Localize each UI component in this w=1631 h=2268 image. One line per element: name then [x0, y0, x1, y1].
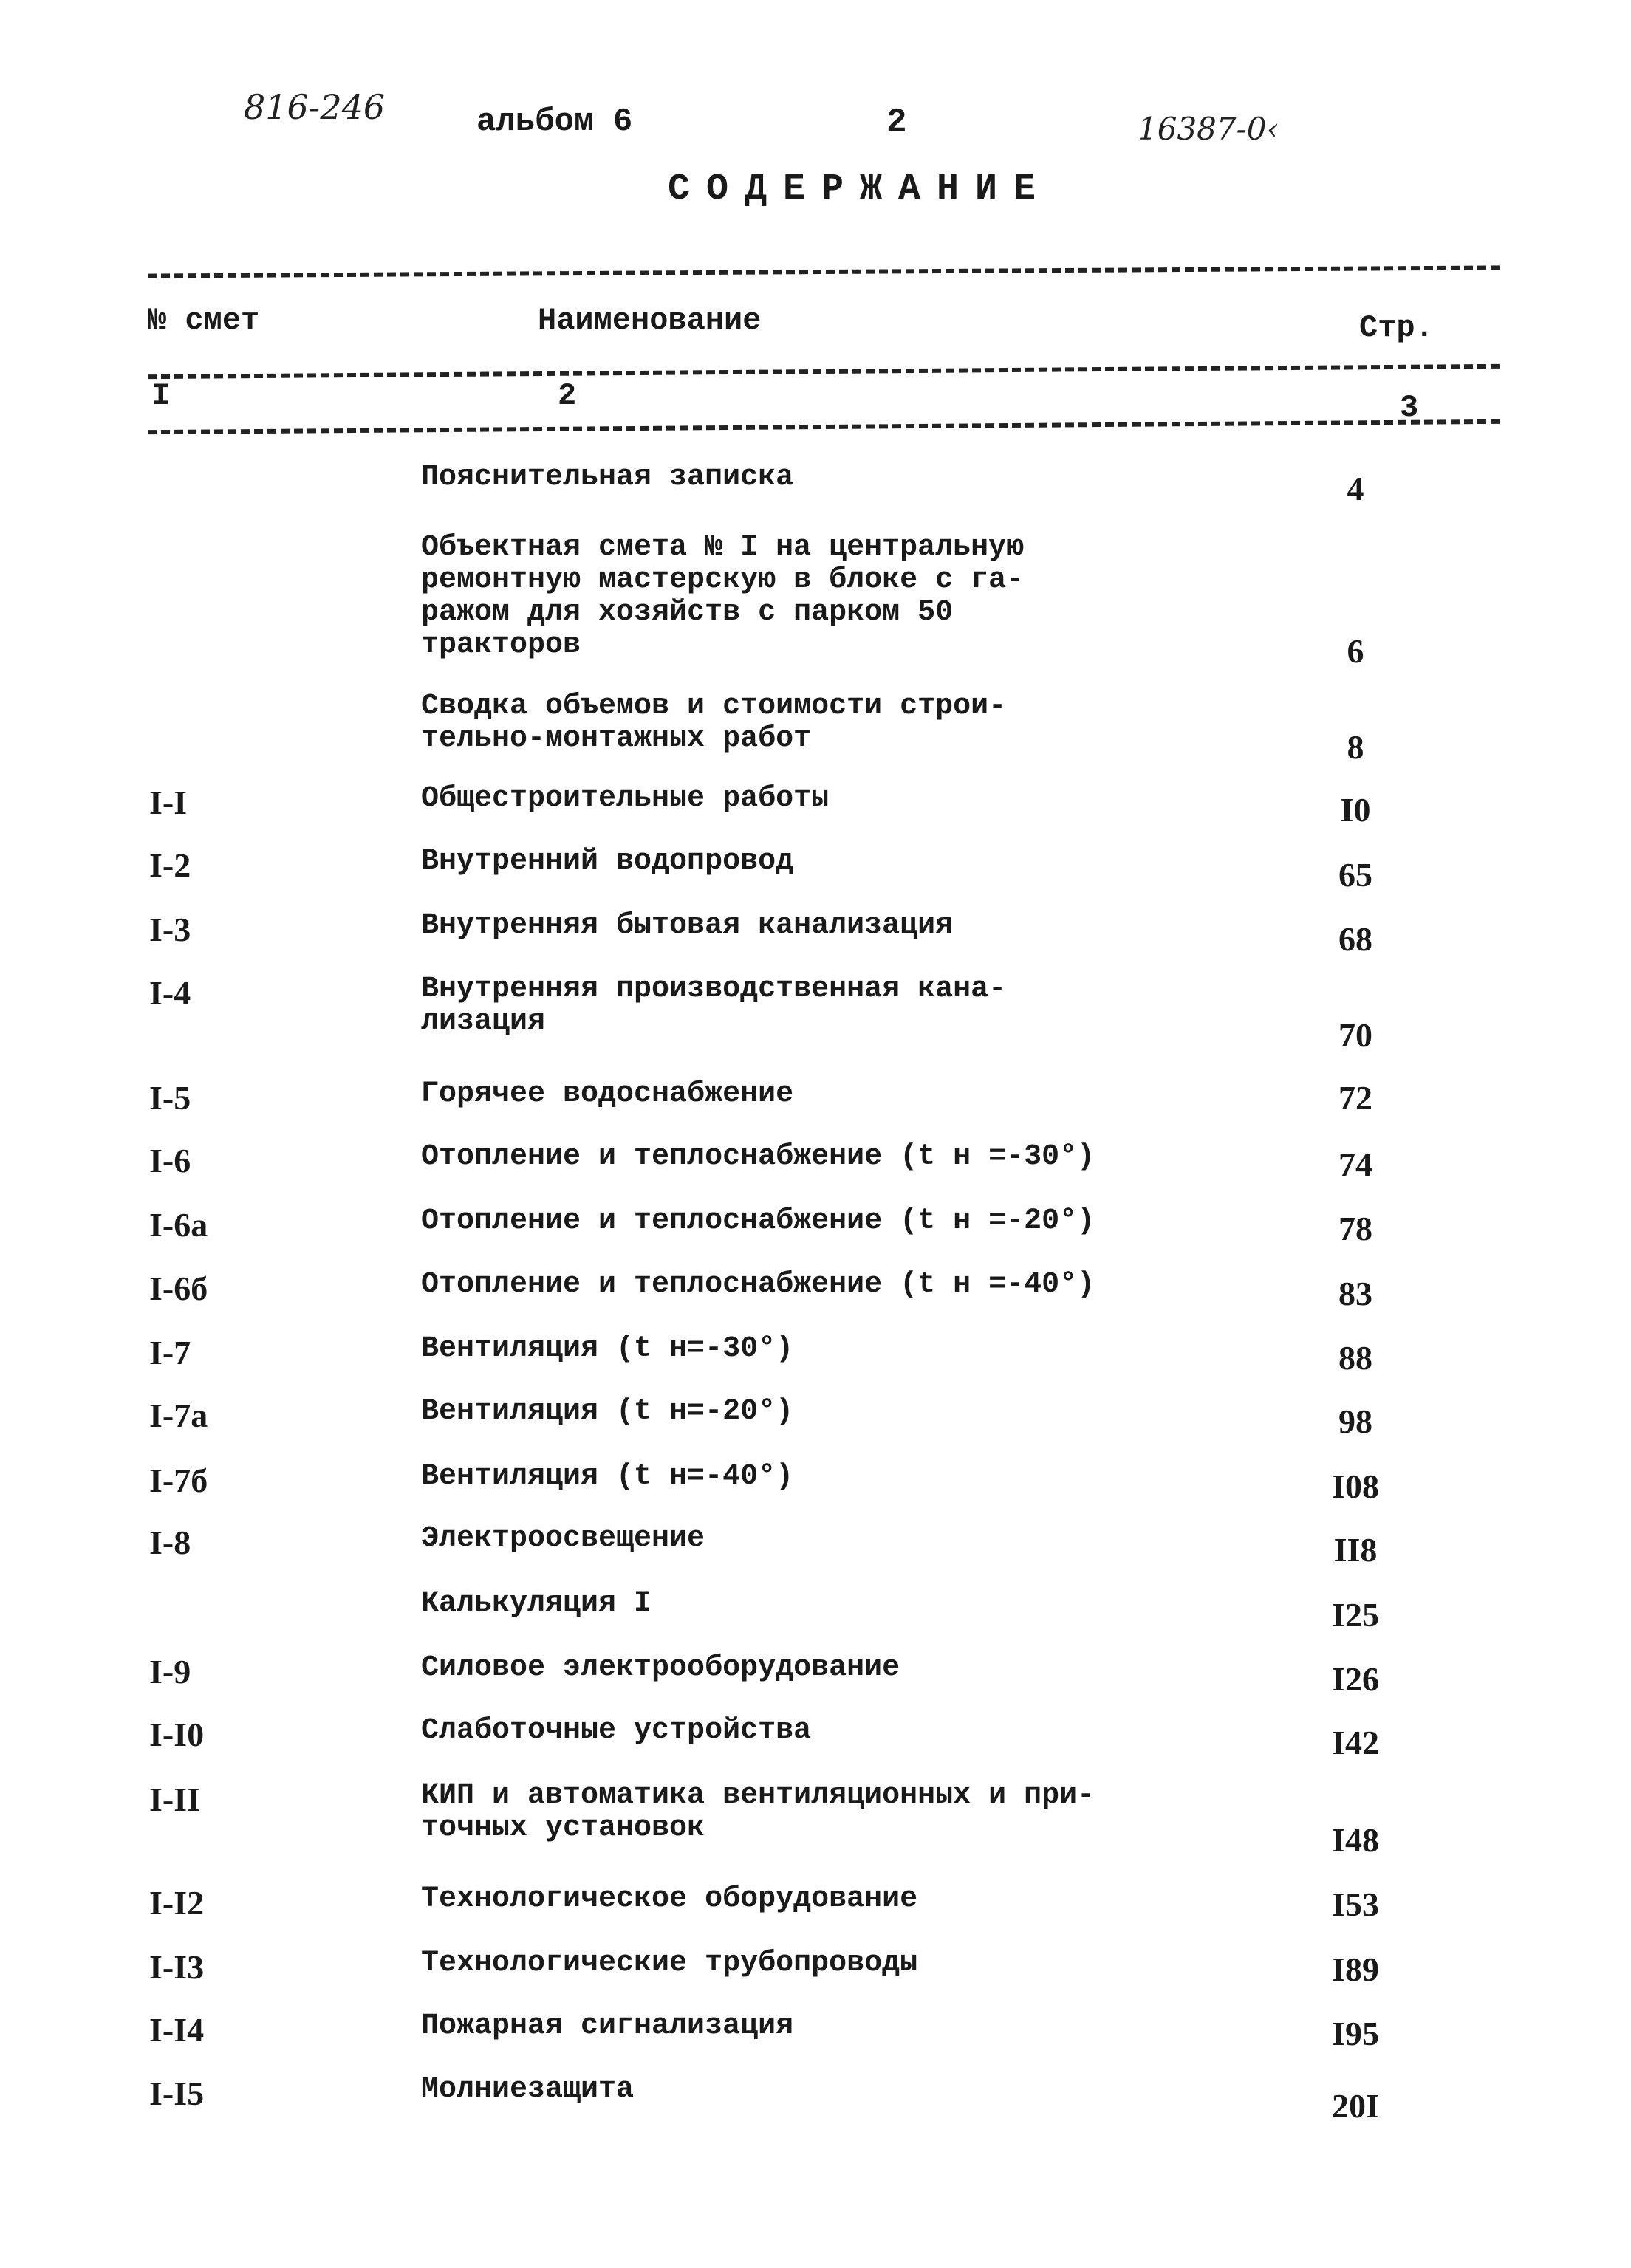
estimate-number: I-8: [149, 1524, 191, 1561]
section-name: Калькуляция I: [421, 1587, 652, 1620]
column-index-name: 2: [558, 378, 577, 414]
page-reference: 72: [1338, 1079, 1372, 1117]
section-name: Пожарная сигнализация: [421, 2010, 794, 2043]
section-name: Горячее водоснабжение: [421, 1078, 794, 1111]
column-index-number: I: [151, 378, 171, 414]
estimate-number: I-6а: [149, 1206, 208, 1244]
estimate-number: I-2: [149, 846, 191, 884]
page-reference: 65: [1338, 856, 1372, 894]
section-name: Технологическое оборудование: [421, 1882, 918, 1916]
section-name: Отопление и теплоснабжение (t н =-30°): [421, 1140, 1095, 1174]
section-name: Внутренний водопровод: [421, 845, 794, 878]
page-reference: I08: [1332, 1467, 1379, 1505]
section-name: Сводка объемов и стоимости строи- тельно-монтажных работ: [421, 690, 1007, 756]
column-index-page: 3: [1400, 390, 1419, 425]
page-reference: 6: [1347, 632, 1364, 670]
page-reference: I53: [1332, 1885, 1379, 1923]
estimate-number: I-I3: [149, 1948, 205, 1986]
estimate-number: I-I4: [149, 2011, 205, 2049]
section-name: Внутренняя производственная кана- лизация: [421, 973, 1007, 1038]
column-header-name: Наименование: [538, 303, 762, 338]
estimate-number: I-3: [149, 911, 191, 948]
section-name: Отопление и теплоснабжение (t н =-40°): [421, 1268, 1095, 1301]
page-reference: 78: [1338, 1210, 1372, 1247]
estimate-number: I-7а: [149, 1397, 208, 1434]
section-name: Пояснительная записка: [421, 461, 794, 494]
album-label: альбом 6: [476, 103, 633, 140]
estimate-number: I-7б: [149, 1462, 208, 1499]
section-name: Внутренняя бытовая канализация: [421, 909, 954, 942]
section-name: КИП и автоматика вентиляционных и при- точных установок: [421, 1779, 1095, 1845]
section-name: Вентиляция (t н=-20°): [421, 1395, 794, 1428]
page-title: СОДЕРЖАНИЕ: [667, 168, 1053, 210]
section-name: Слаботочные устройства: [421, 1714, 812, 1747]
page-reference: 20I: [1332, 2087, 1379, 2125]
estimate-number: I-I2: [149, 1884, 205, 1922]
section-name: Вентиляция (t н=-30°): [421, 1332, 794, 1366]
section-name: Вентиляция (t н=-40°): [421, 1460, 794, 1493]
page-reference: I48: [1332, 1821, 1379, 1859]
page-number: 2: [886, 103, 907, 142]
page-reference: I42: [1332, 1724, 1379, 1761]
page-reference: 70: [1338, 1016, 1372, 1054]
handwritten-code-left: 816-246: [244, 87, 386, 127]
estimate-number: I-9: [149, 1653, 191, 1690]
page-reference: I0: [1340, 791, 1371, 829]
page-reference: 83: [1338, 1275, 1372, 1312]
page-reference: I26: [1332, 1660, 1379, 1698]
page-reference: I89: [1332, 1950, 1379, 1988]
section-name: Технологические трубопроводы: [421, 1947, 918, 1980]
page-reference: II8: [1333, 1531, 1378, 1569]
section-name: Общестроительные работы: [421, 782, 830, 815]
page-reference: 8: [1347, 728, 1364, 766]
section-name: Отопление и теплоснабжение (t н =-20°): [421, 1205, 1095, 1238]
estimate-number: I-6б: [149, 1270, 208, 1307]
estimate-number: I-6: [149, 1142, 191, 1179]
handwritten-code-right: 16387-0‹: [1138, 111, 1279, 147]
estimate-number: I-II: [149, 1781, 201, 1818]
estimate-number: I-I0: [149, 1716, 205, 1753]
section-name: Электроосвещение: [421, 1522, 705, 1555]
column-header-number: № смет: [148, 303, 260, 338]
page-reference: 98: [1338, 1402, 1372, 1440]
page-reference: 88: [1338, 1339, 1372, 1377]
section-name: Молниезащита: [421, 2073, 635, 2106]
estimate-number: I-7: [149, 1334, 191, 1371]
page-reference: I95: [1332, 2015, 1379, 2052]
estimate-number: I-I5: [149, 2075, 205, 2112]
section-name: Силовое электрооборудование: [421, 1651, 900, 1685]
page-reference: I25: [1332, 1596, 1379, 1634]
estimate-number: I-I: [149, 784, 188, 821]
page-reference: 4: [1347, 470, 1364, 507]
page-reference: 68: [1338, 920, 1372, 958]
column-header-page: Стр.: [1359, 310, 1434, 346]
estimate-number: I-4: [149, 974, 191, 1012]
section-name: Объектная смета № I на центральную ремонтную мастерскую в блоке с га- ражом для хозяйств с парком 50 тракторов: [421, 531, 1025, 662]
estimate-number: I-5: [149, 1079, 191, 1117]
page-reference: 74: [1338, 1145, 1372, 1183]
